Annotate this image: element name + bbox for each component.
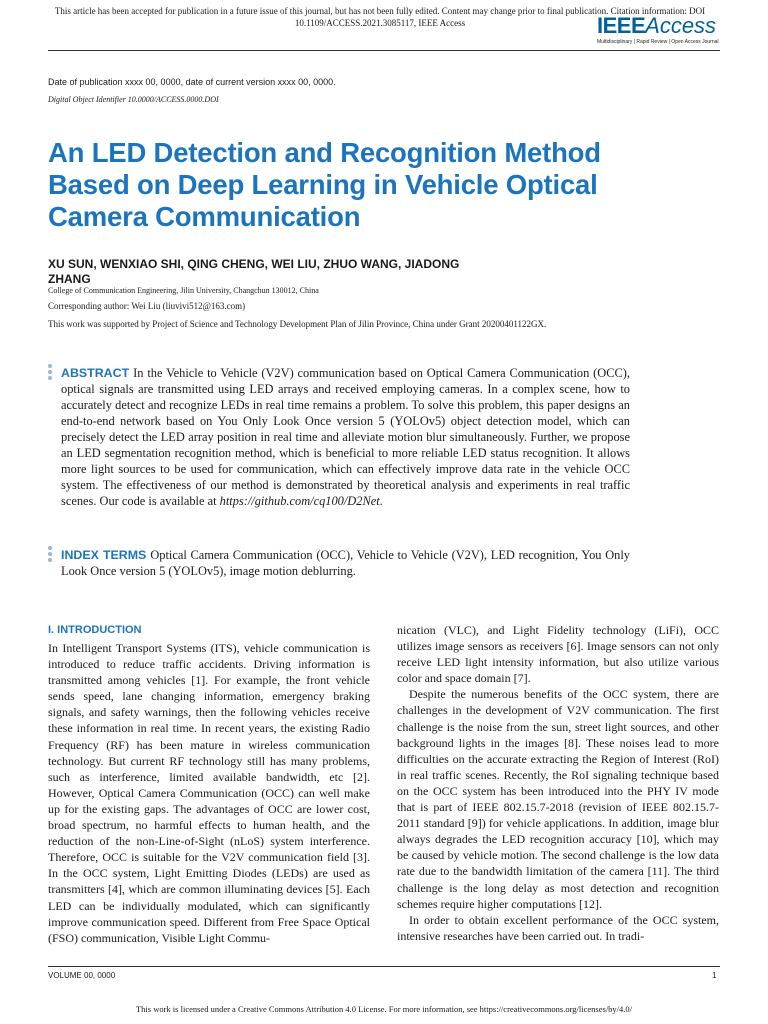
abstract-text: In the Vehicle to Vehicle (V2V) communication based on Optical Camera Communication (OCC), optical signals are transmitted using LED arrays and received employing cameras. In a complex scene, how to accurately detect and recognize LEDs in real time remains a problem. To solve this problem, this paper designs an end-to-end network based on You Only Look Once version 5 (YOLOv5) object detection model, which can precisely detect the LED array position in real time and alleviate motion blur simultaneously. Further, we propose an LED segmentation recognition method, which is beneficial to more reliable LED status recognition. It allows more light sources to be used for communication, which can effectively improve data rate in the vehicle OCC system. The effectiveness of our method is demonstrated by theoretical analysis and experiments in real traffic scenes. Our code is available at: [61, 366, 630, 508]
logo-tagline: Multidisciplinary | Rapid Review | Open Access Journal: [597, 39, 719, 45]
logo-ieee-text: IEEE: [597, 13, 646, 38]
abstract-end: .: [379, 494, 383, 508]
logo-access-text: Access: [645, 13, 717, 38]
publication-date: Date of publication xxxx 00, 0000, date of current version xxxx 00, 0000.: [48, 77, 336, 87]
funding-note: This work was supported by Project of Science and Technology Development Plan of Jilin Province, China under Grant 20200401122GX.: [48, 319, 547, 329]
index-terms-text: Optical Camera Communication (OCC), Vehicle to Vehicle (V2V), LED recognition, You Only Look Once version 5 (YOLOv5), image motion deblurring.: [61, 548, 630, 578]
author-list: XU SUN, WENXIAO SHI, QING CHENG, WEI LIU, ZHUO WANG, JIADONG ZHANG: [48, 257, 460, 286]
left-column: [48, 640, 370, 946]
logo-wordmark: [597, 14, 727, 38]
challenges-paragraph: Despite the numerous benefits of the OCC system, there are challenges in the development of V2V communication. The first challenge is the noise from the sun, street light sources, and other background lights in the images [8]. These noises lead to more difficulties on the accurate extracting the Region of Interest (RoI) in real traffic scenes. Recently, the RoI signaling technique based on the OCC system has been introduced into the PHY IV mode that is part of IEEE 802.15.7-2018 (revision of IEEE 802.15.7-2011 standard [9]) for vehicle applications. In addition, image blur always degrades the LED recognition accuracy [10], which may be caused by vehicle motion. The second challenge is the low data rate due to the bandwidth limitation of the camera [11]. The third challenge is the long delay as most detection and recognition schemes require higher computations [12].: [397, 687, 719, 911]
abstract-label: ABSTRACT: [61, 366, 130, 380]
code-link[interactable]: https://github.com/cq100/D2Net: [219, 494, 380, 508]
header-divider: [48, 50, 720, 51]
paper-title: An LED Detection and Recognition Method Based on Deep Learning in Vehicle Optical Camera Communication: [48, 137, 601, 232]
footer-volume: VOLUME 00, 0000: [48, 971, 116, 980]
abstract-bullet-icon: [48, 364, 52, 382]
corresponding-author: Corresponding author: Wei Liu (liuvivi512@163.com): [48, 301, 246, 311]
section-heading: I. INTRODUCTION: [48, 624, 142, 636]
footer-divider: [48, 966, 720, 967]
ieee-access-logo: [597, 14, 727, 46]
abstract-block: [61, 365, 630, 509]
index-terms-block: [61, 547, 630, 579]
affiliation: College of Communication Engineering, Jilin University, Changchun 130012, China: [48, 286, 319, 295]
index-terms-bullet-icon: [48, 546, 52, 564]
index-terms-label: INDEX TERMS: [61, 548, 147, 562]
page-number: 1: [712, 971, 717, 980]
license-notice: This work is licensed under a Creative Commons Attribution 4.0 License. For more information, see https://creativecommons.org/licenses/by/4.0/: [135, 1004, 633, 1014]
doi-line: Digital Object Identifier 10.0000/ACCESS.0000.DOI: [48, 95, 219, 104]
intro-paragraph: In Intelligent Transport Systems (ITS), vehicle communication is introduced to reduce traffic accidents. Driving information is transmitted among vehicles [1]. For example, the front vehicle sends speed, lane changing information, emergency braking signals, and safety warnings, then the following vehicles receive these information in real time. In recent years, the existing Radio Frequency (RF) has been mature in wireless communication technology. But current RF technology still has many problems, such as interference, limited available bandwidth, etc [2]. However, Optical Camera Communication (OCC) can well make up for the existing gaps. The advantages of OCC are lower cost, broad spectrum, no harmful effects to human health, and the reduction of the non-Line-of-Sight (nLoS) system interference. Therefore, OCC is suitable for the V2V communication field [3]. In the OCC system, Light Emitting Diodes (LEDs) are used as transmitters [4], which are common illuminating devices [5]. Each LED can be individually modulated, which can significantly improve communication speed. Different from Free Space Optical (FSO) communication, Visible Light Commu-: [48, 641, 370, 945]
right-column: [397, 622, 719, 944]
intro-continuation-paragraph: nication (VLC), and Light Fidelity technology (LiFi), OCC utilizes image sensors as receivers [6]. Image sensors can not only receive LED light intensity information, but also utilize various color and space domain [7].: [397, 623, 719, 686]
journal-notice: This article has been accepted for publication in a future issue of this journal, but has not been fully edited. Content may change prior to final publication. Citation information: DOI 10.1109/ACCESS.2021.3085117, IEEE Access: [54, 6, 706, 28]
research-paragraph: In order to obtain excellent performance of the OCC system, intensive researches have been carried out. In tradi-: [397, 912, 719, 943]
